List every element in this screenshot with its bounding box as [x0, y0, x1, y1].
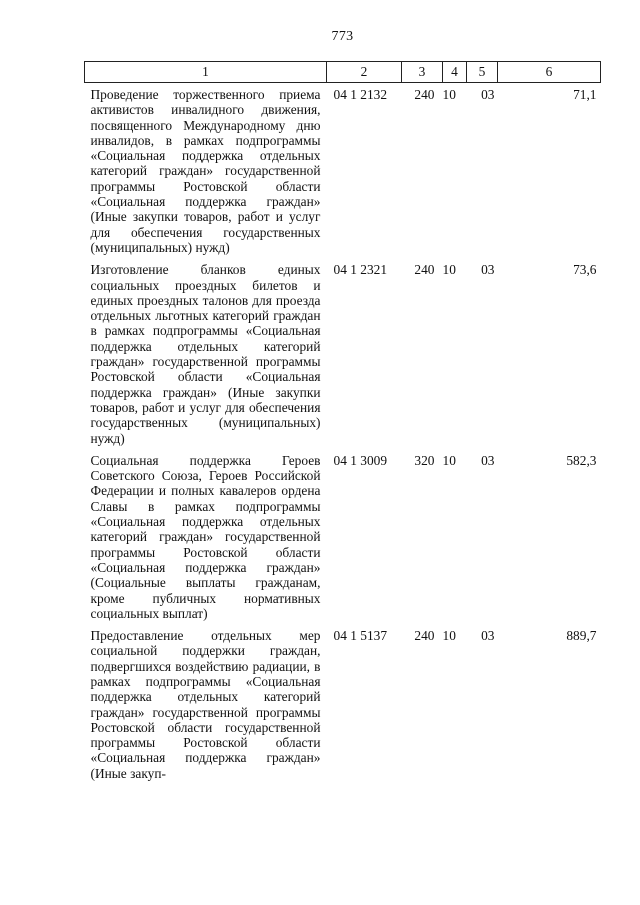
column-header-2: 2	[327, 62, 402, 83]
row-amount: 73,6	[573, 262, 597, 278]
row-amount: 582,3	[566, 452, 597, 468]
row-section: 10	[442, 628, 456, 644]
page-number: 773	[331, 29, 354, 44]
row-target-code: 04 1 5137	[333, 628, 388, 644]
row-expense-type: 240	[414, 628, 435, 644]
column-header-3: 3	[402, 62, 443, 83]
row-expense-type: 320	[414, 452, 435, 468]
row-section: 10	[442, 87, 456, 102]
budget-table	[84, 61, 601, 788]
column-header-4: 4	[443, 62, 467, 83]
row-expense-type: 240	[414, 87, 435, 102]
row-description: Изготовление бланков единых социальных проездных билетов и единых проездных талонов для проезда отдельных льготных категорий граждан в рамках подпрограммы «Социальная поддержка отдельных категорий граждан» государственной программы Ростовской области «Социальная поддержка граждан» (Иные закупки товаров, работ и услуг для обеспечения государственных (муниципальных) нужд)	[90, 262, 321, 446]
row-amount: 71,1	[573, 87, 597, 102]
row-description: Проведение торжественного приема активистов инвалидного движения, посвященного Международному дню инвалидов, в рамках подпрограммы «Социальная поддержка отдельных категорий граждан» государственной программы Ростовской области «Социальная поддержка граждан» (Иные закупки товаров, работ и услуг для обеспечения государственных (муниципальных) нужд)	[90, 87, 321, 255]
table-row	[85, 628, 601, 788]
row-description: Предоставление отдельных мер социальной поддержки граждан, подвергшихся воздействию радиации, в рамках подпрограммы «Социальная поддержка отдельных категорий граждан» государственной программы Ростовской области государственной программы Ростовской области «Социальная поддержка граждан» (Иные закуп-	[90, 628, 321, 781]
row-target-code: 04 1 3009	[333, 452, 388, 468]
row-section: 10	[442, 262, 456, 278]
row-subsection: 03	[481, 628, 495, 644]
row-subsection: 03	[481, 262, 495, 278]
table-row	[85, 453, 601, 628]
table-row	[85, 83, 601, 263]
row-target-code: 04 1 2132	[333, 87, 388, 102]
table-header-row	[85, 62, 601, 83]
column-header-6: 6	[498, 62, 601, 83]
row-subsection: 03	[481, 87, 495, 102]
row-amount: 889,7	[566, 628, 597, 644]
row-description: Социальная поддержка Героев Советского Союза, Героев Российской Федерации и полных кавалеров ордена Славы в рамках подпрограммы «Социальная поддержка отдельных категорий граждан» государственной программы Ростовской области «Социальная поддержка граждан» (Социальные выплаты гражданам, кроме публичных нормативных социальных выплат)	[90, 452, 321, 621]
row-expense-type: 240	[414, 262, 435, 278]
row-target-code: 04 1 2321	[333, 262, 388, 278]
column-header-1: 1	[85, 62, 327, 83]
table-row	[85, 262, 601, 453]
column-header-5: 5	[467, 62, 498, 83]
row-subsection: 03	[481, 452, 495, 468]
row-section: 10	[442, 452, 456, 468]
